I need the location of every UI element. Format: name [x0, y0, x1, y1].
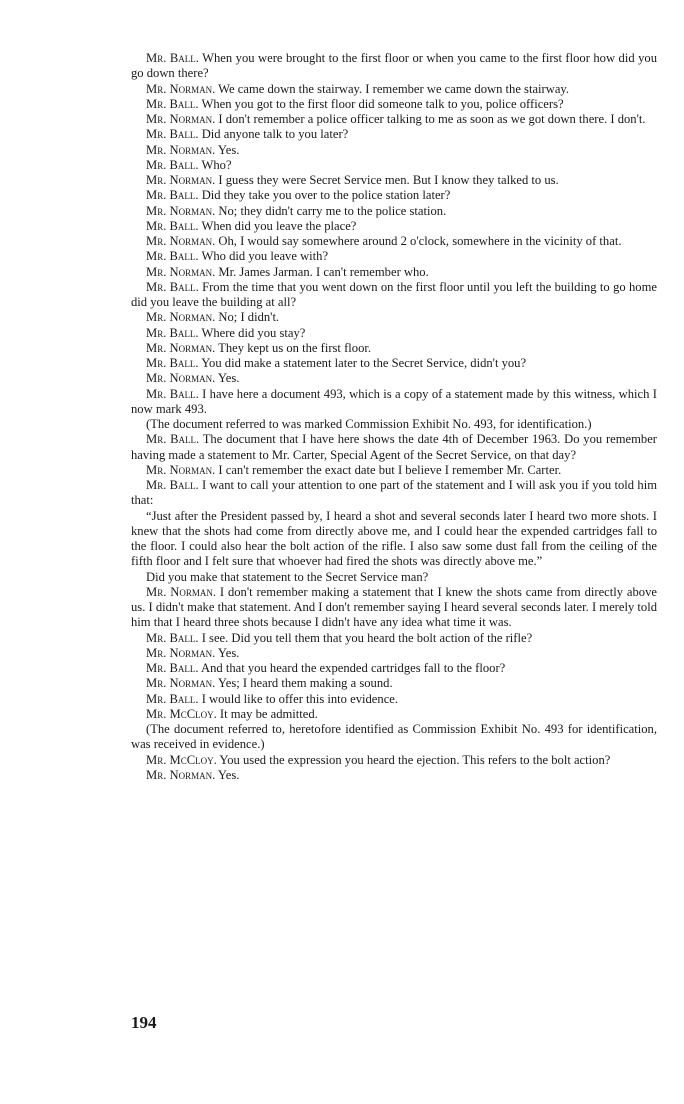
speaker-name: Mr. Ball.: [146, 218, 199, 233]
speaker-name: Mr. Norman.: [146, 340, 216, 355]
paragraph-text: I want to call your attention to one part of the statement and I will ask you if you told him that:: [131, 478, 657, 508]
paragraph-text: Mr. James Jarman. I can't remember who.: [215, 264, 429, 279]
testimony-paragraph: [131, 188, 657, 203]
speaker-name: Mr. Ball.: [146, 356, 199, 370]
paragraph-text: (The document referred to, heretofore identified as Commission Exhibit No. 493 for identification, was received in evidence.): [131, 722, 657, 752]
paragraph-text: We came down the stairway. I remember we came down the stairway.: [215, 81, 570, 96]
testimony-paragraph: [131, 631, 657, 646]
paragraph-text: When did you leave the place?: [198, 218, 357, 233]
speaker-name: Mr. Ball.: [146, 432, 200, 447]
testimony-paragraph: [131, 432, 657, 463]
testimony-paragraph: [131, 753, 657, 768]
speaker-name: Mr. Norman.: [146, 584, 216, 599]
testimony-paragraph: [131, 570, 657, 585]
testimony-paragraph: [131, 478, 657, 509]
paragraph-text: When you got to the first floor did someone talk to you, police officers?: [198, 96, 564, 111]
speaker-name: Mr. Ball.: [146, 478, 199, 492]
paragraph-text: They kept us on the first floor.: [215, 340, 372, 355]
speaker-name: Mr. Ball.: [146, 630, 199, 645]
testimony-paragraph: [131, 173, 657, 188]
speaker-name: Mr. Ball.: [146, 157, 199, 172]
speaker-name: Mr. Ball.: [146, 127, 199, 142]
paragraph-text: Yes.: [215, 142, 240, 157]
testimony-paragraph: [131, 585, 657, 631]
testimony-paragraph: [131, 371, 657, 386]
testimony-paragraph: [131, 51, 657, 82]
speaker-name: Mr. Norman.: [146, 142, 216, 157]
paragraph-text: I don't remember a police officer talking to me as soon as we got down there. I don't.: [215, 112, 646, 126]
paragraph-text: Did you make that statement to the Secret Service man?: [146, 569, 429, 584]
page-number: 194: [131, 1013, 157, 1032]
testimony-paragraph: [131, 280, 657, 311]
testimony-paragraph: [131, 722, 657, 753]
testimony-paragraph: [131, 219, 657, 234]
speaker-name: Mr. Ball.: [146, 386, 199, 401]
paragraph-text: I have here a document 493, which is a copy of a statement made by this witness, which I now mark 493.: [131, 386, 657, 416]
paragraph-text: Oh, I would say somewhere around 2 o'clock, somewhere in the vicinity of that.: [215, 234, 622, 248]
testimony-paragraph: [131, 234, 657, 249]
testimony-paragraph: [131, 463, 657, 478]
paragraph-text: I guess they were Secret Service men. But I know they talked to us.: [215, 173, 559, 187]
paragraph-text: I would like to offer this into evidence.: [198, 691, 399, 706]
testimony-paragraph: [131, 768, 657, 783]
paragraph-text: From the time that you went down on the first floor until you left the building to go home did you leave the building at all?: [131, 279, 657, 309]
paragraph-text: I don't remember making a statement that I knew the shots came from directly above us. I didn't make that statement. And I don't remember saying I heard several seconds later. I merely told him that I heard three shots because I didn't have any idea what time it was.: [131, 584, 657, 630]
paragraph-text: Did they take you over to the police station later?: [198, 188, 451, 203]
testimony-paragraph: [131, 646, 657, 661]
paragraph-text: The document that I have here shows the date 4th of December 1963. Do you remember having made a statement to Mr. Carter, Special Agent of the Secret Service, on that day?: [131, 432, 657, 462]
speaker-name: Mr. Ball.: [146, 661, 199, 675]
testimony-paragraph: [131, 707, 657, 722]
speaker-name: Mr. Ball.: [146, 51, 199, 65]
speaker-name: Mr. Norman.: [146, 767, 216, 782]
paragraph-text: And that you heard the expended cartridges fall to the floor?: [198, 661, 506, 675]
testimony-paragraph: [131, 692, 657, 707]
speaker-name: Mr. Norman.: [146, 462, 216, 477]
speaker-name: Mr. Ball.: [146, 96, 199, 111]
speaker-name: Mr. Norman.: [146, 173, 216, 187]
paragraph-text: Yes.: [215, 371, 240, 386]
testimony-paragraph: [131, 158, 657, 173]
testimony-paragraph: [131, 356, 657, 371]
speaker-name: Mr. Ball.: [146, 691, 199, 706]
testimony-paragraph: [131, 326, 657, 341]
paragraph-text: When you were brought to the first floor or when you came to the first floor how did you go down there?: [131, 51, 657, 81]
paragraph-text: Yes.: [215, 645, 240, 660]
testimony-paragraph: [131, 82, 657, 97]
testimony-paragraph: [131, 143, 657, 158]
speaker-name: Mr. Norman.: [146, 112, 216, 126]
speaker-name: Mr. McCloy.: [146, 706, 217, 721]
testimony-paragraph: [131, 97, 657, 112]
testimony-paragraph: [131, 127, 657, 142]
speaker-name: Mr. Ball.: [146, 279, 199, 294]
testimony-paragraph: [131, 265, 657, 280]
speaker-name: Mr. Norman.: [146, 310, 216, 325]
paragraph-text: I see. Did you tell them that you heard the bolt action of the rifle?: [198, 630, 533, 645]
testimony-paragraph: [131, 417, 657, 432]
testimony-paragraph: [131, 249, 657, 264]
speaker-name: Mr. Ball.: [146, 249, 199, 264]
paragraph-text: (The document referred to was marked Commission Exhibit No. 493, for identification.): [146, 417, 592, 431]
speaker-name: Mr. Norman.: [146, 81, 216, 96]
speaker-name: Mr. Ball.: [146, 325, 199, 340]
paragraph-text: You did make a statement later to the Secret Service, didn't you?: [198, 356, 527, 370]
testimony-paragraph: [131, 509, 657, 570]
speaker-name: Mr. Norman.: [146, 264, 216, 279]
testimony-paragraph: [131, 204, 657, 219]
testimony-paragraph: [131, 387, 657, 418]
testimony-paragraph: [131, 661, 657, 676]
testimony-paragraph: [131, 112, 657, 127]
paragraph-text: It may be admitted.: [216, 706, 318, 721]
testimony-page: [131, 51, 657, 783]
testimony-paragraph: [131, 310, 657, 325]
speaker-name: Mr. Norman.: [146, 645, 216, 660]
paragraph-text: No; I didn't.: [215, 310, 280, 325]
speaker-name: Mr. Norman.: [146, 234, 216, 248]
paragraph-text: You used the expression you heard the ejection. This refers to the bolt action?: [216, 752, 611, 767]
speaker-name: Mr. Norman.: [146, 203, 216, 218]
paragraph-text: Who?: [198, 157, 232, 172]
testimony-paragraph: [131, 676, 657, 691]
paragraph-text: Who did you leave with?: [198, 249, 329, 264]
speaker-name: Mr. McCloy.: [146, 752, 217, 767]
paragraph-text: No; they didn't carry me to the police station.: [215, 203, 447, 218]
paragraph-text: Yes; I heard them making a sound.: [215, 676, 393, 691]
speaker-name: Mr. Ball.: [146, 188, 199, 203]
speaker-name: Mr. Norman.: [146, 676, 216, 691]
paragraph-text: Yes.: [215, 767, 240, 782]
paragraph-text: I can't remember the exact date but I believe I remember Mr. Carter.: [215, 462, 562, 477]
testimony-paragraph: [131, 341, 657, 356]
paragraph-text: Did anyone talk to you later?: [198, 127, 349, 142]
paragraph-text: Where did you stay?: [198, 325, 306, 340]
paragraph-text: “Just after the President passed by, I heard a shot and several seconds later I heard two more shots. I knew that the shots had come from directly above me, and I could hear the expended cartridges fall to the floor. I could also hear the bolt action of the rifle. I also saw some dust fall from the ceiling of the fifth floor and I felt sure that whoever had fired the shots was directly above me.”: [131, 508, 657, 569]
speaker-name: Mr. Norman.: [146, 371, 216, 386]
